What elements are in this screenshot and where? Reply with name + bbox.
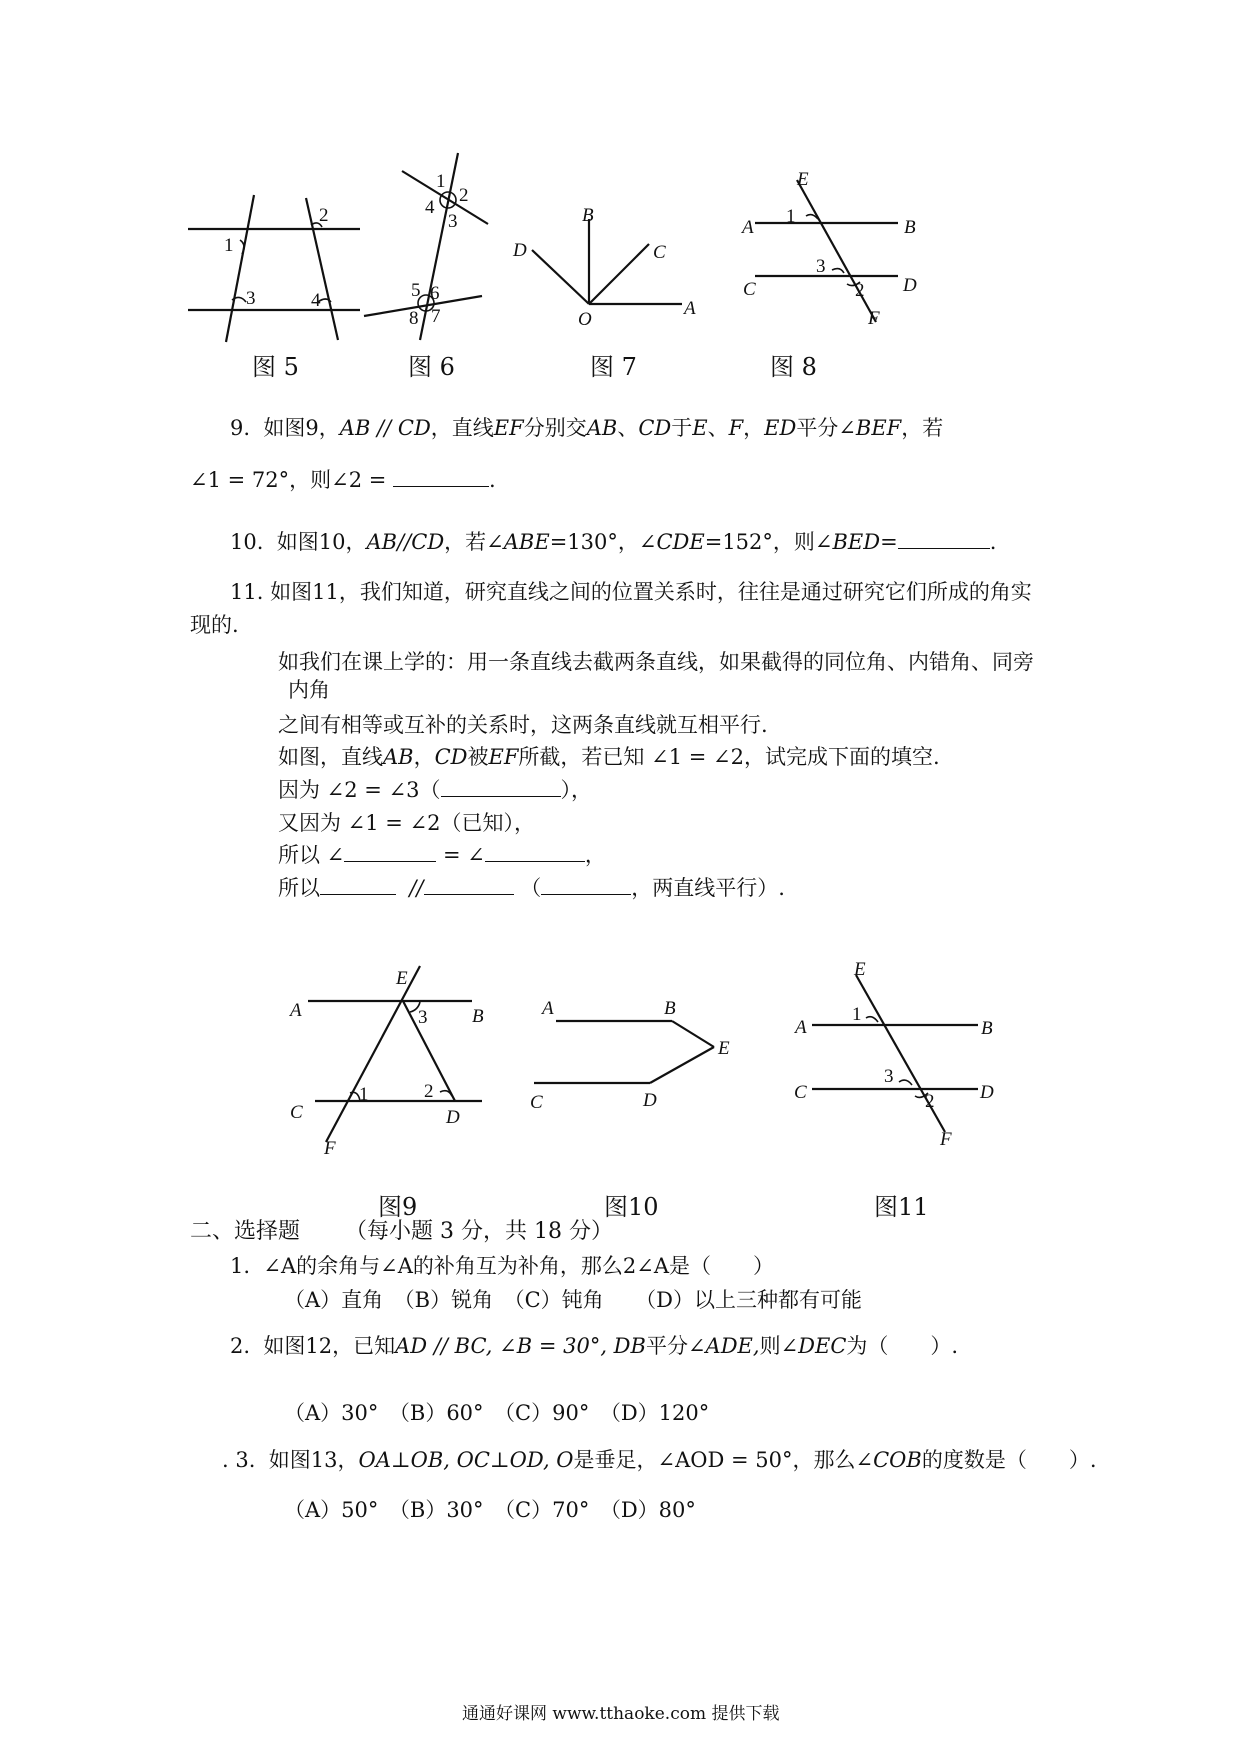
section-2-note: （每小题 3 分，共 18 分） <box>345 1219 613 1244</box>
mc2-math: AD // BC, ∠B = 30°, DB <box>395 1334 646 1358</box>
mc3-text: 的度数是（ ）. <box>921 1448 1097 1472</box>
q11-text: ）， <box>560 778 593 802</box>
fig6-label-5: 5 <box>411 280 421 301</box>
q11-text: 如图11，我们知道，研究直线之间的位置关系时，往往是通过研究它们所成的角实 <box>270 580 1032 604</box>
q9-math: ED <box>764 416 797 440</box>
fig10-label-B: B <box>664 998 676 1019</box>
fig8-label-E: E <box>797 169 809 190</box>
fig11-label-D: D <box>980 1082 994 1103</box>
mc3-text: 是垂足，∠AOD = 50°，那么 <box>573 1448 856 1472</box>
fig5-label-1: 1 <box>224 235 234 256</box>
fig11-label-F: F <box>940 1129 952 1150</box>
fig8-label-F: F <box>868 308 880 329</box>
fig9-label-C: C <box>290 1102 303 1123</box>
fig6-label-6: 6 <box>430 283 440 304</box>
q9-math: E <box>692 416 708 440</box>
fig5-label-4: 4 <box>311 290 321 311</box>
q10-period: . <box>989 530 997 554</box>
mc-3-options: （A）50° （B）30° （C）70° （D）80° <box>284 1498 696 1522</box>
fig9-label-A: A <box>290 1000 302 1021</box>
fig10-label-C: C <box>530 1092 543 1113</box>
fig9-label-3: 3 <box>418 1007 428 1028</box>
q10-math: AB//CD <box>366 530 445 554</box>
figure-7-caption: 图 7 <box>590 353 637 381</box>
fig11-label-C: C <box>794 1082 807 1103</box>
fig8-label-D: D <box>903 275 917 296</box>
mc3-number: . 3. <box>222 1448 256 1472</box>
fig7-label-C: C <box>653 242 666 263</box>
fig9-label-2: 2 <box>424 1081 434 1102</box>
fig6-label-8: 8 <box>409 308 419 329</box>
q9-period: . <box>489 468 496 492</box>
figure-5-caption: 图 5 <box>252 353 299 381</box>
fig6-label-4: 4 <box>425 197 435 218</box>
mc1-text: ∠A的余角与∠A的补角互为补角，那么2∠A是（ ） <box>263 1254 775 1278</box>
q10-math: ∠BED <box>814 530 881 554</box>
fig11-label-1: 1 <box>852 1004 862 1025</box>
q9-text: 平分 <box>796 416 839 440</box>
q11-text: （ <box>520 876 542 900</box>
fig8-label-3: 3 <box>816 256 826 277</box>
fig10-label-D: D <box>643 1090 657 1111</box>
fig9-label-F: F <box>324 1138 336 1159</box>
q11-text: 所以 <box>278 876 320 900</box>
q10-text: =152°，则 <box>704 530 815 554</box>
fig8-label-C: C <box>743 279 756 300</box>
q9-math: ∠BEF <box>838 416 902 440</box>
mc-1-stem <box>230 1252 774 1280</box>
figure-10-caption: 图10 <box>604 1193 659 1221</box>
mc-1-options: （A）直角 （B）锐角 （C）钝角 （D）以上三种都有可能 <box>284 1288 863 1312</box>
q11-text: 如图，直线 <box>278 745 383 769</box>
fig7-label-D: D <box>513 240 527 261</box>
fig7-label-B: B <box>582 205 594 226</box>
figure-11-caption: 图11 <box>874 1193 929 1221</box>
fig8-label-A: A <box>742 217 754 238</box>
figure-10-diagram <box>534 1021 714 1083</box>
mc-2-stem <box>230 1332 958 1360</box>
q11-text: 被 <box>467 745 489 769</box>
q11-math: EF <box>488 745 519 769</box>
q11-text: ， <box>413 745 435 769</box>
fig6-label-2: 2 <box>459 185 469 206</box>
mc2-text: 如图12，已知 <box>263 1334 396 1358</box>
figure-6-caption: 图 6 <box>408 353 455 381</box>
question-11-line-8: 又因为 ∠1 = ∠2（已知）， <box>278 811 536 835</box>
fig11-label-B: B <box>981 1018 993 1039</box>
fig6-label-7: 7 <box>431 306 441 327</box>
q11-text: ， <box>584 843 606 867</box>
q9-math: F <box>728 416 744 440</box>
q9-math: AB <box>586 416 618 440</box>
q10-text: =130°， <box>549 530 639 554</box>
q10-text: 如图10， <box>276 530 367 554</box>
q11-math: AB <box>383 745 414 769</box>
mc3-math: OA⊥OB, OC⊥OD, O <box>358 1448 574 1472</box>
section-2-heading <box>190 1218 613 1246</box>
mc3-math: ∠COB <box>855 1448 922 1472</box>
q9-text: ，则 <box>289 468 332 492</box>
q11-text: 所以 ∠ <box>278 843 345 867</box>
mc1-number: 1. <box>230 1254 251 1278</box>
mc2-text: 平分 <box>645 1334 688 1358</box>
q9-given-angle: ∠1 = 72° <box>190 468 290 492</box>
fig11-label-E: E <box>854 959 866 980</box>
q11-number: 11. <box>230 580 264 604</box>
fig9-label-D: D <box>446 1107 460 1128</box>
q11-math: CD <box>434 745 468 769</box>
fig11-label-A: A <box>795 1017 807 1038</box>
q9-text: 如图9， <box>263 416 340 440</box>
fig8-label-B: B <box>904 217 916 238</box>
q9-math: AB // CD <box>339 416 431 440</box>
mc2-text: 为（ ）. <box>846 1334 959 1358</box>
fig6-label-3: 3 <box>448 211 458 232</box>
q10-text: ，若 <box>444 530 487 554</box>
mc-3-stem <box>222 1446 1097 1474</box>
q11-text: 因为 ∠2 = ∠3（ <box>278 778 441 802</box>
fig11-label-2: 2 <box>925 1091 935 1112</box>
q10-math: ∠ABE <box>486 530 550 554</box>
footer-credit: 通通好课网 www.tthaoke.com 提供下载 <box>462 1704 780 1724</box>
fig5-label-3: 3 <box>246 288 256 309</box>
mc2-text: 则 <box>759 1334 781 1358</box>
q9-math: CD <box>638 416 672 440</box>
mc2-math: ∠DEC <box>780 1334 847 1358</box>
q9-text: ，若 <box>901 416 944 440</box>
fig9-label-1: 1 <box>359 1084 369 1105</box>
mc2-number: 2. <box>230 1334 251 1358</box>
mc-2-options: （A）30° （B）60° （C）90° （D）120° <box>284 1401 710 1425</box>
q9-ask-angle: ∠2 = <box>331 468 387 492</box>
fig8-label-1: 1 <box>786 206 796 227</box>
fig10-label-E: E <box>718 1038 730 1059</box>
section-2-title: 二、选择题 <box>190 1219 301 1244</box>
figure-11-diagram <box>812 975 978 1132</box>
q11-text: 所截，若已知 ∠1 = ∠2，试完成下面的填空. <box>518 745 940 769</box>
mc3-text: 如图13， <box>268 1448 359 1472</box>
figure-9-caption: 图9 <box>378 1193 418 1221</box>
question-11-line-5: 之间有相等或互补的关系时，这两条直线就互相平行. <box>278 713 768 737</box>
figure-8-caption: 图 8 <box>770 353 817 381</box>
q9-text: 于 <box>671 416 693 440</box>
fig9-label-B: B <box>472 1006 484 1027</box>
fig9-label-E: E <box>396 968 408 989</box>
question-11-line-2: 现的. <box>190 613 239 637</box>
fig5-label-2: 2 <box>319 205 329 226</box>
fig10-label-A: A <box>542 998 554 1019</box>
q11-parallel-sign: // <box>409 876 424 900</box>
q11-text: = ∠ <box>442 843 485 867</box>
fig6-label-1: 1 <box>436 171 446 192</box>
q9-text: 、 <box>617 416 639 440</box>
q10-text: = <box>880 530 898 554</box>
q9-text: ， <box>743 416 765 440</box>
mc2-math: ∠ADE, <box>687 1334 760 1358</box>
q9-number: 9. <box>230 416 251 440</box>
question-11-line-3: 如我们在课上学的：用一条直线去截两条直线，如果截得的同位角、内错角、同旁 <box>278 650 1034 674</box>
q10-number: 10. <box>230 530 264 554</box>
q9-math: EF <box>493 416 524 440</box>
q9-text: ，直线 <box>430 416 494 440</box>
q9-text: 分别交 <box>523 416 587 440</box>
fig7-label-A: A <box>684 298 696 319</box>
q9-text: 、 <box>707 416 729 440</box>
fig7-label-O: O <box>578 309 592 330</box>
q10-math: ∠CDE <box>638 530 705 554</box>
question-11-line-4: 内角 <box>288 678 330 702</box>
q11-text: ，两直线平行）. <box>631 876 785 900</box>
fig11-label-3: 3 <box>884 1066 894 1087</box>
fig8-label-2: 2 <box>855 280 865 301</box>
